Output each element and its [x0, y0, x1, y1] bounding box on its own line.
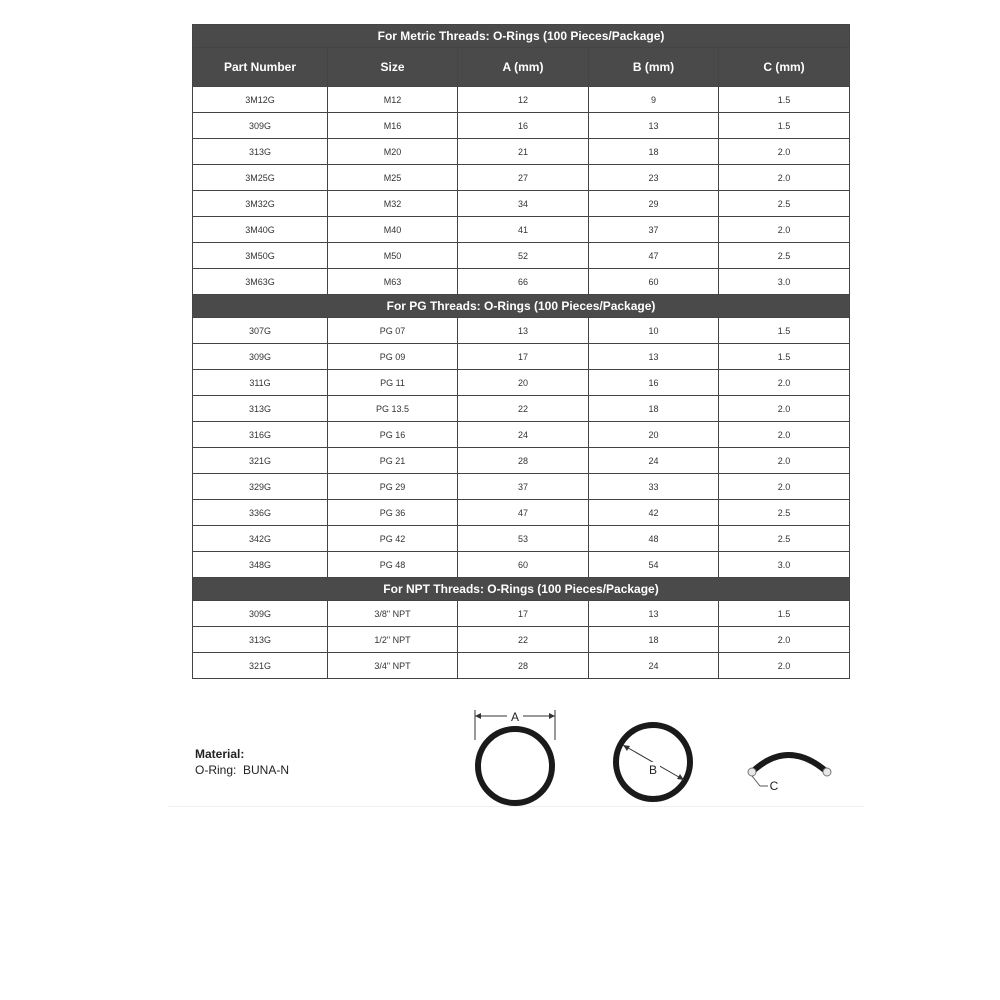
table-cell: 3/8" NPT [328, 601, 458, 627]
table-cell: 24 [458, 422, 589, 448]
table-cell: 37 [589, 217, 719, 243]
table-row [193, 191, 850, 217]
ring-a-figure [475, 708, 555, 803]
table-cell: M12 [328, 87, 458, 113]
table-cell: 27 [458, 165, 589, 191]
material-title: Material: [195, 747, 245, 761]
table-cell: PG 48 [328, 552, 458, 578]
section-title: For PG Threads: O-Rings (100 Pieces/Package) [193, 295, 850, 318]
column-header: Part Number [193, 48, 328, 87]
table-cell: 2.0 [719, 474, 850, 500]
label-a: A [510, 710, 520, 724]
table-cell: 2.5 [719, 191, 850, 217]
table-cell: 2.5 [719, 500, 850, 526]
column-header: A (mm) [458, 48, 589, 87]
table-cell: 13 [589, 344, 719, 370]
oring-spec-table [192, 24, 850, 679]
table-cell: 313G [193, 627, 328, 653]
table-cell: 22 [458, 396, 589, 422]
table-cell: 2.0 [719, 370, 850, 396]
column-header-row [193, 48, 850, 87]
table-cell: 60 [458, 552, 589, 578]
ring-a [478, 729, 552, 803]
table-row [193, 422, 850, 448]
cross-section-end-left [748, 768, 756, 776]
table-cell: 2.0 [719, 217, 850, 243]
table-cell: 3M40G [193, 217, 328, 243]
table-cell: PG 36 [328, 500, 458, 526]
table-cell: PG 16 [328, 422, 458, 448]
table-row [193, 396, 850, 422]
material-info [195, 746, 289, 778]
table-row [193, 370, 850, 396]
table-cell: 3M50G [193, 243, 328, 269]
table-cell: 1.5 [719, 87, 850, 113]
table-cell: 16 [589, 370, 719, 396]
table-cell: M63 [328, 269, 458, 295]
table-cell: 336G [193, 500, 328, 526]
table-cell: 66 [458, 269, 589, 295]
table-row [193, 474, 850, 500]
table-row [193, 448, 850, 474]
table-cell: 13 [458, 318, 589, 344]
section-title: For NPT Threads: O-Rings (100 Pieces/Package) [193, 578, 850, 601]
table-row [193, 165, 850, 191]
material-line [195, 762, 289, 778]
section-header [193, 295, 850, 318]
table-row [193, 269, 850, 295]
table-cell: 2.5 [719, 526, 850, 552]
table-cell: PG 09 [328, 344, 458, 370]
table-cell: 3/4" NPT [328, 653, 458, 679]
table-cell: 29 [589, 191, 719, 217]
table-cell: 23 [589, 165, 719, 191]
cross-section-end-right [823, 768, 831, 776]
table-cell: 17 [458, 601, 589, 627]
table-cell: 342G [193, 526, 328, 552]
table-cell: 52 [458, 243, 589, 269]
table-cell: 2.0 [719, 422, 850, 448]
table-cell: 2.0 [719, 139, 850, 165]
table-cell: PG 29 [328, 474, 458, 500]
table-cell: 1.5 [719, 318, 850, 344]
table-cell: 42 [589, 500, 719, 526]
table-cell: 28 [458, 448, 589, 474]
table-cell: 20 [458, 370, 589, 396]
table-cell: 18 [589, 396, 719, 422]
table-cell: PG 42 [328, 526, 458, 552]
column-header: B (mm) [589, 48, 719, 87]
table-cell: PG 13.5 [328, 396, 458, 422]
table-cell: M20 [328, 139, 458, 165]
table-cell: PG 07 [328, 318, 458, 344]
table-cell: 3.0 [719, 552, 850, 578]
table-cell: M25 [328, 165, 458, 191]
table-row [193, 526, 850, 552]
table-cell: 37 [458, 474, 589, 500]
table-cell: 307G [193, 318, 328, 344]
table-cell: 13 [589, 601, 719, 627]
table-cell: 1.5 [719, 601, 850, 627]
table-cell: 2.0 [719, 396, 850, 422]
table-cell: PG 21 [328, 448, 458, 474]
table-row [193, 113, 850, 139]
material-value: BUNA-N [243, 763, 290, 777]
table-cell: 321G [193, 448, 328, 474]
cross-section-arc [752, 755, 827, 772]
table-cell: M40 [328, 217, 458, 243]
table-cell: 47 [458, 500, 589, 526]
arrow-left [475, 713, 481, 719]
table-row [193, 653, 850, 679]
table-row [193, 601, 850, 627]
table-cell: 18 [589, 139, 719, 165]
table-cell: 313G [193, 139, 328, 165]
column-header: C (mm) [719, 48, 850, 87]
section-header [193, 578, 850, 601]
table-cell: 60 [589, 269, 719, 295]
table-cell: 1.5 [719, 344, 850, 370]
table-cell: 3M12G [193, 87, 328, 113]
table-cell: 17 [458, 344, 589, 370]
table-cell: PG 11 [328, 370, 458, 396]
table-cell: 1.5 [719, 113, 850, 139]
table-cell: 3.0 [719, 269, 850, 295]
section-title: For Metric Threads: O-Rings (100 Pieces/Package) [193, 25, 850, 48]
table-cell: 321G [193, 653, 328, 679]
table-cell: 309G [193, 344, 328, 370]
table-cell: 309G [193, 113, 328, 139]
table-row [193, 217, 850, 243]
table-cell: 1/2" NPT [328, 627, 458, 653]
table-cell: M16 [328, 113, 458, 139]
table-cell: 13 [589, 113, 719, 139]
table-cell: 41 [458, 217, 589, 243]
table-row [193, 500, 850, 526]
table-cell: 329G [193, 474, 328, 500]
cross-section-figure [748, 755, 831, 793]
table-cell: 18 [589, 627, 719, 653]
table-cell: 10 [589, 318, 719, 344]
table-cell: 3M63G [193, 269, 328, 295]
material-label: O-Ring: [195, 763, 237, 777]
table-cell: 54 [589, 552, 719, 578]
table-cell: 47 [589, 243, 719, 269]
table-cell: 21 [458, 139, 589, 165]
table-cell: 53 [458, 526, 589, 552]
table-cell: 3M25G [193, 165, 328, 191]
table-row [193, 627, 850, 653]
table-row [193, 243, 850, 269]
table-cell: 309G [193, 601, 328, 627]
table-cell: 20 [589, 422, 719, 448]
table-cell: 34 [458, 191, 589, 217]
label-b: B [648, 763, 658, 777]
table-cell: 3M32G [193, 191, 328, 217]
table-cell: 313G [193, 396, 328, 422]
table-cell: 311G [193, 370, 328, 396]
table-row [193, 87, 850, 113]
table-cell: 22 [458, 627, 589, 653]
oring-dimension-diagram [460, 700, 850, 810]
table-cell: 16 [458, 113, 589, 139]
table-cell: 24 [589, 448, 719, 474]
table-cell: M50 [328, 243, 458, 269]
divider [168, 806, 864, 807]
table-cell: M32 [328, 191, 458, 217]
table-cell: 24 [589, 653, 719, 679]
table-cell: 28 [458, 653, 589, 679]
table-cell: 2.0 [719, 448, 850, 474]
table-row [193, 139, 850, 165]
table-cell: 33 [589, 474, 719, 500]
table-cell: 12 [458, 87, 589, 113]
section-header [193, 25, 850, 48]
table-cell: 2.0 [719, 653, 850, 679]
label-c: C [769, 779, 779, 793]
table-cell: 2.0 [719, 627, 850, 653]
table-row [193, 552, 850, 578]
arrow-right [549, 713, 555, 719]
table-cell: 2.5 [719, 243, 850, 269]
table-cell: 9 [589, 87, 719, 113]
table-cell: 48 [589, 526, 719, 552]
table-row [193, 344, 850, 370]
leader-c [752, 776, 760, 786]
column-header: Size [328, 48, 458, 87]
ring-b-figure [616, 725, 690, 799]
table-cell: 2.0 [719, 165, 850, 191]
table-cell: 316G [193, 422, 328, 448]
table-cell: 348G [193, 552, 328, 578]
table-row [193, 318, 850, 344]
